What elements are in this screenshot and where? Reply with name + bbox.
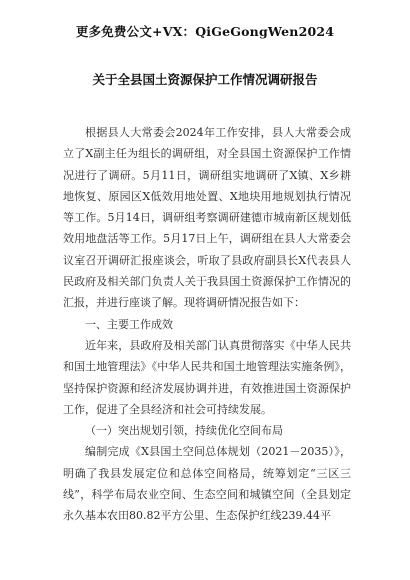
paragraph-planning: 编制完成《X县国土空间总体规划（2021－2035）》，明确了我县发展定位和总体空间格局，统筹划定“三区三线”，科学布局农业空间、生态空间和城镇空间（全县划定永久基本农田80.82平方公里、生态保护红线239.44平 xyxy=(63,445,351,523)
subsection-heading-planning: （一）突出规划引领，持续优化空间布局 xyxy=(85,424,283,438)
document-body xyxy=(63,122,351,527)
paragraph-overview: 近年来，县政府及相关部门认真贯彻落实《中华人民共和国土地管理法》《中华人民共和国土地管理法实施条例》，坚持保护资源和经济发展协调并进，有效推进国土资源保护工作，促进了全县经济和社会可持续发展。 xyxy=(63,338,351,416)
section-heading-main-results: 一、主要工作成效 xyxy=(85,317,173,331)
document-title: 关于全县国土资源保护工作情况调研报告 xyxy=(92,72,318,87)
paragraph-intro: 根据县人大常委会2024年工作安排，县人大常委会成立了X副主任为组长的调研组，对全县国土资源保护工作情况进行了调研。5月11日，调研组实地调研了X镇、X乡耕地恢复、原园区X低效用地处置、X地块用地规划执行情况等工作。5月14日，调研组考察调研建德市城南新区规划低效用地盘活等工作。5月17日上午，调研组在县人大常委会议室召开调研汇报座谈会，听取了县政府副县长X代表县人民政府及相关部门负责人关于我县国土资源保护工作情况的汇报，并进行座谈了解。现将调研情况报告如下： xyxy=(63,126,351,310)
watermark-header: 更多免费公文+VX：QiGeGongWen2024 xyxy=(75,24,335,39)
